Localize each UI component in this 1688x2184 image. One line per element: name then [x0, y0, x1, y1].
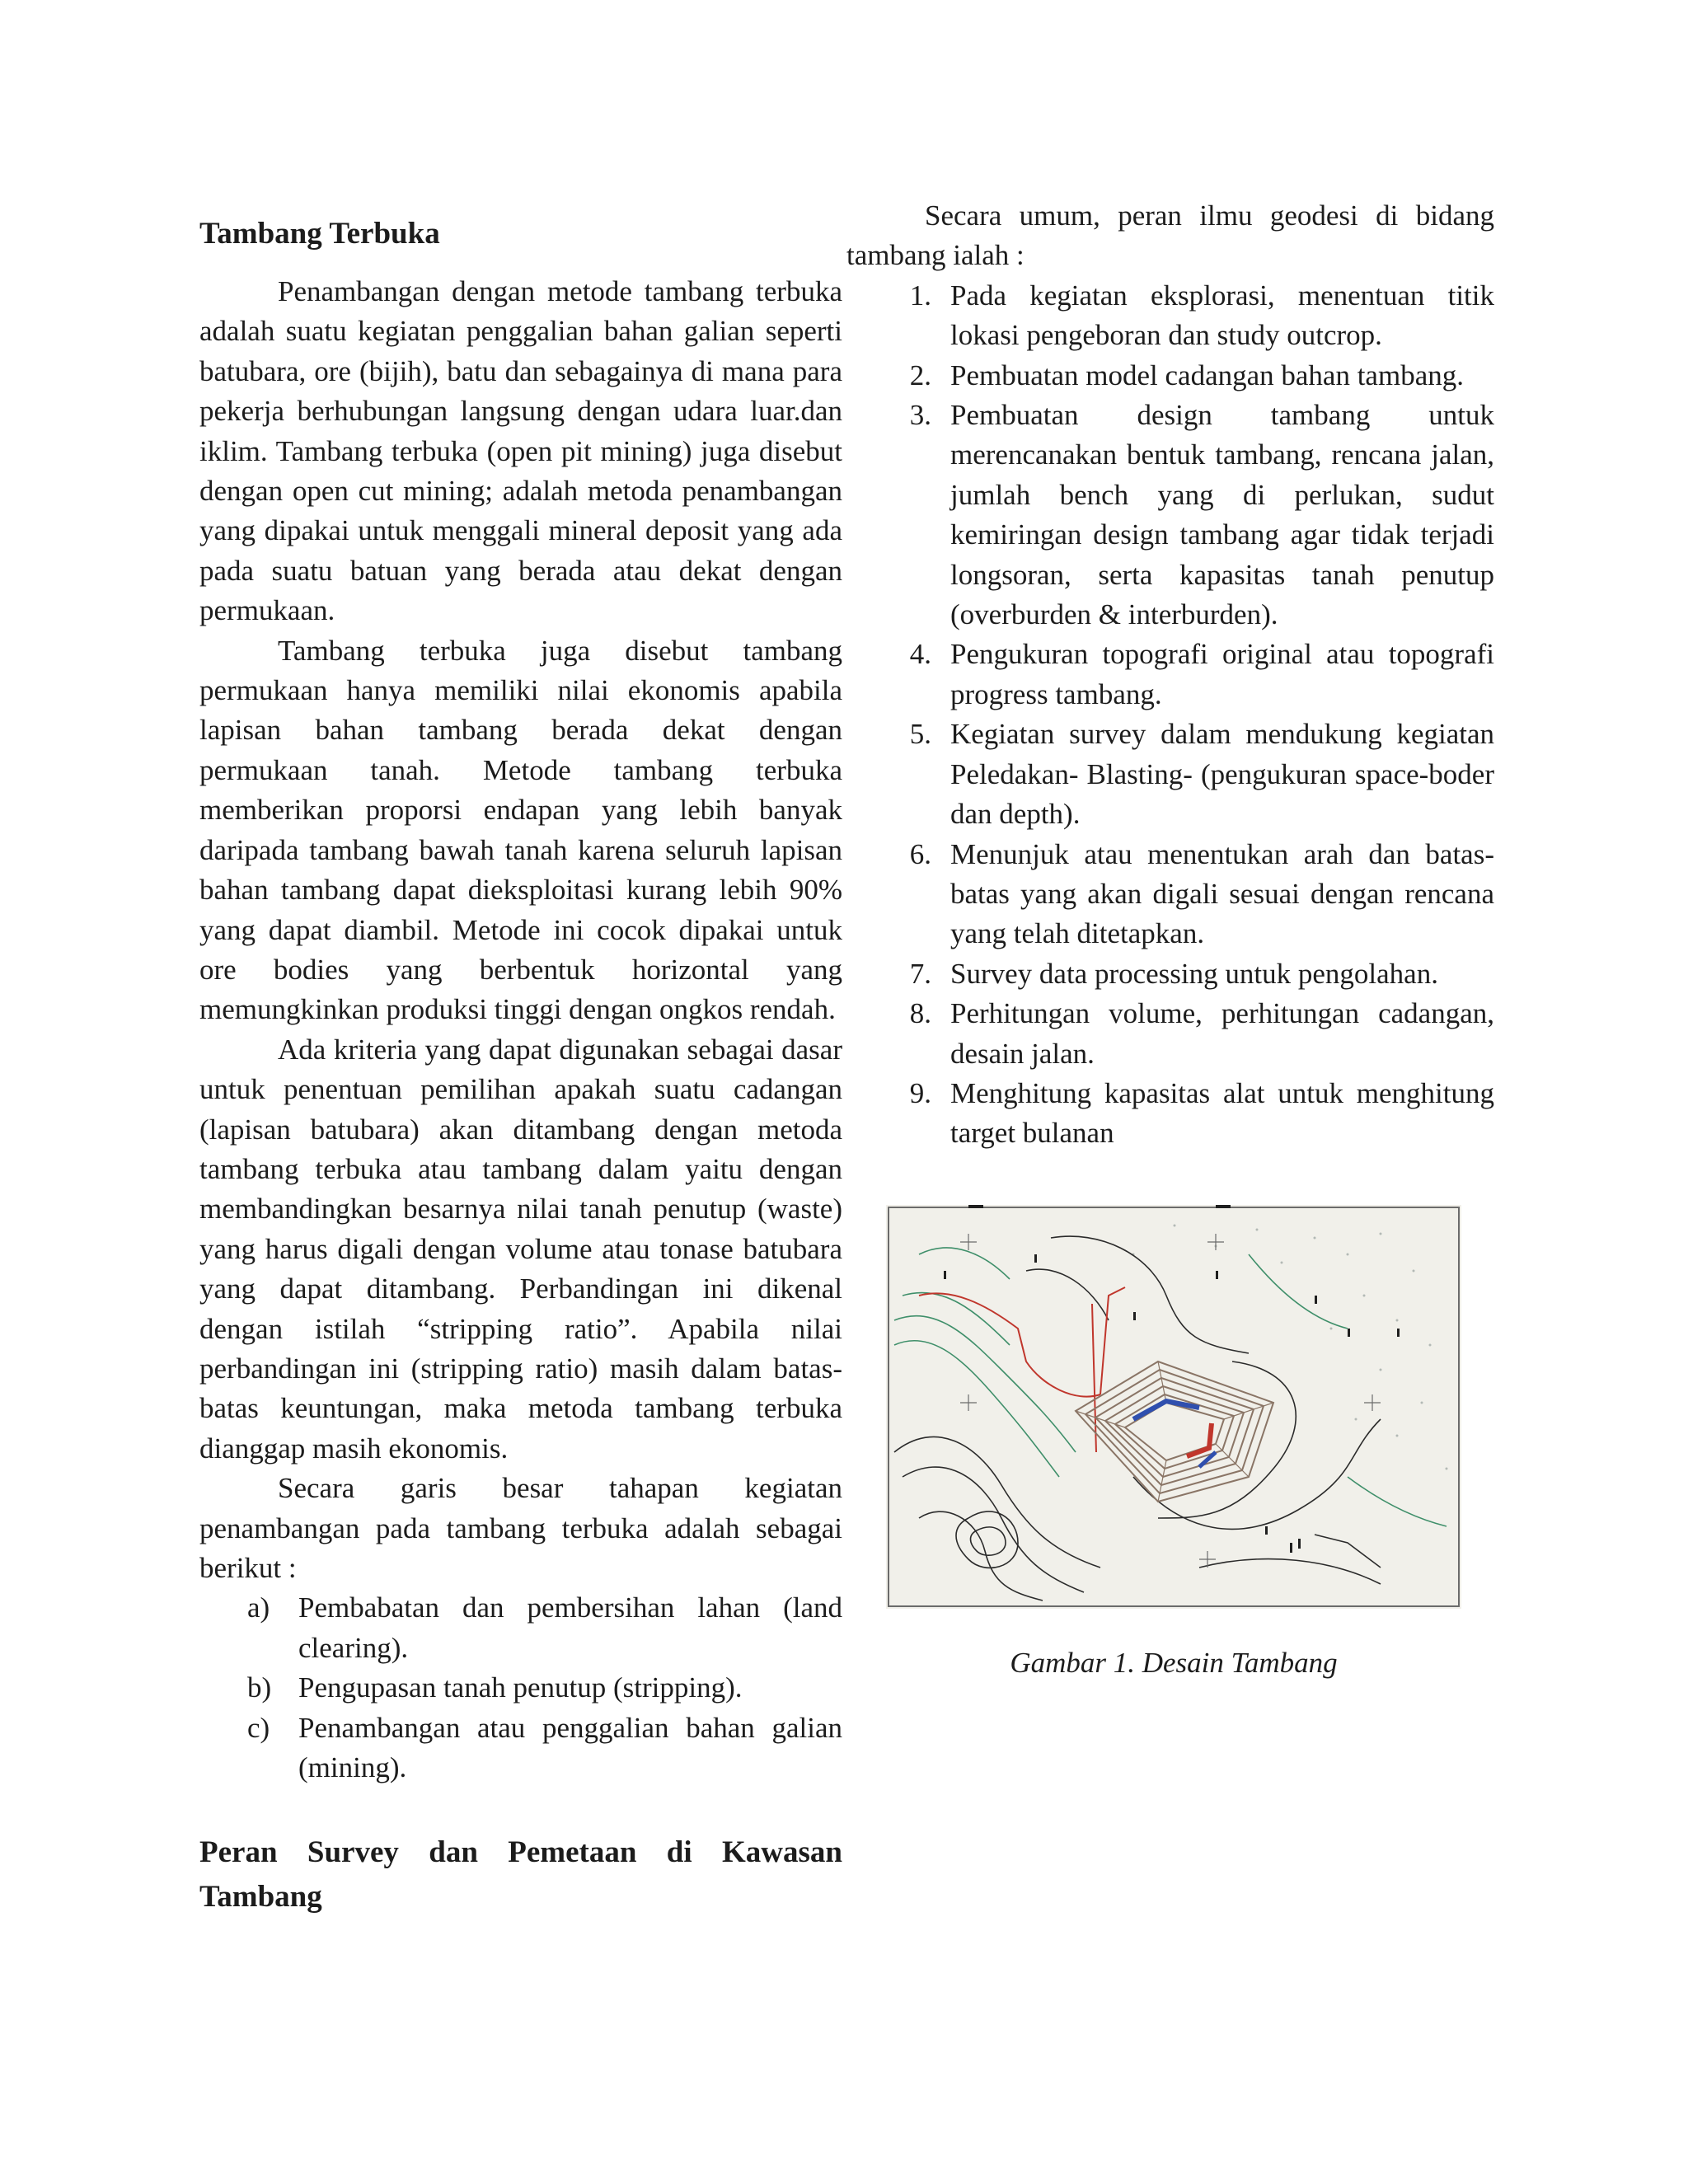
list-marker: 7.: [909, 957, 931, 990]
list-marker: 3.: [909, 399, 931, 432]
list-item: [199, 1708, 842, 1788]
stages-list: [199, 1588, 842, 1788]
section-heading-tambang-terbuka: Tambang Terbuka: [199, 217, 440, 251]
paragraph-geodesy-role-intro: Secara umum, peran ilmu geodesi di bidang tambang ialah :: [846, 199, 1494, 272]
list-item-text: Kegiatan survey dalam mendukung kegiatan Peledakan- Blasting- (pengukuran space-boder dan depth).: [950, 718, 1494, 831]
right-column: [846, 196, 1494, 1154]
list-item: [846, 356, 1494, 396]
list-marker: 1.: [909, 279, 931, 312]
list-item-text: Pada kegiatan eksplorasi, menentuan titik lokasi pengeboran dan study outcrop.: [950, 279, 1494, 352]
list-marker: c): [247, 1711, 270, 1744]
list-item: [846, 715, 1494, 834]
list-item: [199, 1668, 842, 1708]
list-item: [199, 1588, 842, 1668]
paragraph-stripping-ratio: Ada kriteria yang dapat digunakan sebagai dasar untuk penentuan pemilihan apakah suatu cadangan (lapisan batubara) akan ditambang dengan metoda tambang terbuka atau tambang dalam yaitu dengan membandingkan besarnya nilai tanah penutup (waste) yang harus digali dengan volume atau tonase batubara yang dapat ditambang. Perbandingan ini dikenal dengan istilah “stripping ratio”. Apabila nilai perbandingan ini (stripping ratio) masih dalam batas-batas keuntungan, maka metoda tambang terbuka dianggap masih ekonomis.: [199, 1033, 842, 1465]
paragraph-surface-mining: Tambang terbuka juga disebut tambang permukaan hanya memiliki nilai ekonomis apabila lapisan bahan tambang berada dekat dengan permukaan tanah. Metode tambang terbuka memberikan proporsi endapan yang lebih banyak daripada tambang bawah tanah karena seluruh lapisan bahan tambang dapat dieksploitasi kurang lebih 90% yang dapat diambil. Metode ini cocok dipakai untuk ore bodies yang berbentuk horizontal yang memungkinkan produksi tinggi dengan ongkos rendah.: [199, 634, 842, 1026]
list-item-text: Menghitung kapasitas alat untuk menghitung target bulanan: [950, 1076, 1494, 1150]
paragraph-definition: Penambangan dengan metode tambang terbuka adalah suatu kegiatan penggalian bahan galian seperti batubara, ore (bijih), batu dan sebagainya di mana para pekerja berhubungan langsung dengan udara luar.dan iklim. Tambang terbuka (open pit mining) juga disebut dengan open cut mining; adalah metoda penambangan yang dipakai untuk menggali mineral deposit yang ada pada suatu batuan yang berada atau dekat dengan permukaan.: [199, 275, 842, 627]
list-marker: 5.: [909, 718, 931, 751]
figure-caption: Gambar 1. Desain Tambang: [1010, 1647, 1338, 1679]
list-marker: 2.: [909, 359, 931, 391]
list-item: [846, 635, 1494, 715]
left-column: [199, 196, 842, 1919]
list-item-text: Pembuatan model cadangan bahan tambang.: [950, 359, 1464, 391]
list-item-text: Survey data processing untuk pengolahan.: [950, 957, 1438, 990]
list-marker: 9.: [909, 1076, 931, 1109]
list-item-text: Perhitungan volume, perhitungan cadangan, desain jalan.: [950, 997, 1494, 1070]
list-item: [846, 954, 1494, 994]
list-item-text: Pengupasan tanah penutup (stripping).: [298, 1671, 743, 1704]
geodesy-roles-list: [846, 276, 1494, 1154]
list-item-text: Pengukuran topografi original atau topografi progress tambang.: [950, 638, 1494, 710]
list-item: [846, 276, 1494, 356]
list-marker: b): [247, 1671, 272, 1704]
paragraph-stages-intro: Secara garis besar tahapan kegiatan penambangan pada tambang terbuka adalah sebagai berikut :: [199, 1472, 842, 1584]
list-item-text: Pembuatan design tambang untuk merencanakan bentuk tambang, rencana jalan, jumlah bench yang di perlukan, sudut kemiringan design tambang agar tidak terjadi longsoran, serta kapasitas tanah penutup (overburden & interburden).: [950, 399, 1494, 631]
list-marker: 8.: [909, 997, 931, 1030]
list-item-text: Pembabatan dan pembersihan lahan (land clearing).: [298, 1591, 842, 1664]
list-marker: 6.: [909, 837, 931, 870]
list-item-text: Menunjuk atau menentukan arah dan batas-batas yang akan digali sesuai dengan rencana yang telah ditetapkan.: [950, 837, 1494, 950]
list-marker: a): [247, 1591, 270, 1624]
list-item: [846, 994, 1494, 1074]
list-item: [846, 396, 1494, 635]
mine-design-map-figure: [886, 1205, 1461, 1609]
section-heading-survey-pemetaan: Peran Survey dan Pemetaan di Kawasan Tambang: [199, 1835, 842, 1915]
list-marker: 4.: [909, 638, 931, 671]
list-item-text: Penambangan atau penggalian bahan galian (mining).: [298, 1711, 842, 1784]
list-item: [846, 1074, 1494, 1154]
list-item: [846, 835, 1494, 954]
